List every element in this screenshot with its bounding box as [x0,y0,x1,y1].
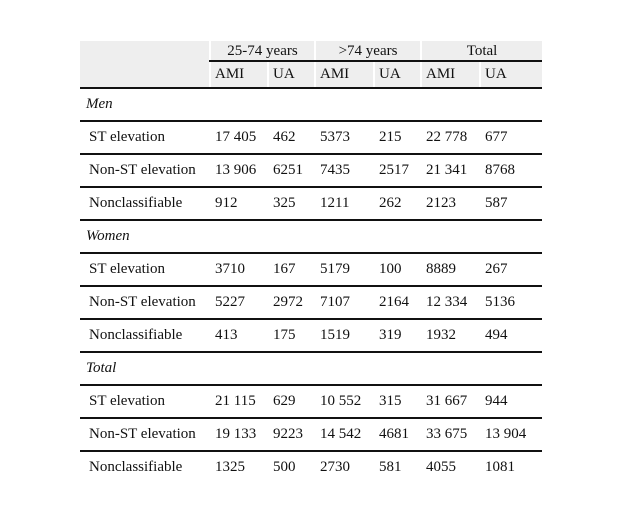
section-title: Total [80,352,542,385]
row-label: ST elevation [80,253,210,286]
table-cell: 315 [374,385,421,418]
header-corner [80,41,210,61]
table-cell: 262 [374,187,421,220]
subcol-header: UA [374,61,421,88]
row-label: Nonclassifiable [80,187,210,220]
table-row [80,319,542,352]
table-cell: 22 778 [421,121,480,154]
table-cell: 12 334 [421,286,480,319]
table-cell: 912 [210,187,268,220]
table-cell: 325 [268,187,315,220]
table-cell: 4055 [421,451,480,472]
table-cell: 31 667 [421,385,480,418]
table-cell: 100 [374,253,421,286]
group-header-over-74: >74 years [315,41,421,61]
table-cell: 5227 [210,286,268,319]
table-cell: 7107 [315,286,374,319]
table-cell: 10 552 [315,385,374,418]
table-cell: 629 [268,385,315,418]
table-cell: 581 [374,451,421,472]
table-header [80,41,542,88]
table-cell: 21 115 [210,385,268,418]
table-cell: 1519 [315,319,374,352]
table-cell: 7435 [315,154,374,187]
row-label: Non-ST elevation [80,286,210,319]
table-cell: 494 [480,319,542,352]
table-cell: 5179 [315,253,374,286]
table-row [80,121,542,154]
table-row [80,154,542,187]
subcol-header: AMI [315,61,374,88]
table-cell: 1211 [315,187,374,220]
table-cell: 21 341 [421,154,480,187]
table-cell: 500 [268,451,315,472]
table-cell: 267 [480,253,542,286]
table-cell: 14 542 [315,418,374,451]
table-row [80,418,542,451]
table-cell: 17 405 [210,121,268,154]
row-label: ST elevation [80,121,210,154]
table-cell: 33 675 [421,418,480,451]
table-cell: 2972 [268,286,315,319]
table-cell: 175 [268,319,315,352]
table-cell: 9223 [268,418,315,451]
table-cell: 13 904 [480,418,542,451]
table-cell: 4681 [374,418,421,451]
row-label: ST elevation [80,385,210,418]
table-cell: 13 906 [210,154,268,187]
table-cell: 2517 [374,154,421,187]
subcol-header: AMI [421,61,480,88]
table-row [80,253,542,286]
table-cell: 1325 [210,451,268,472]
table-cell: 1932 [421,319,480,352]
table-cell: 2164 [374,286,421,319]
section-row-women [80,220,542,253]
section-row-total [80,352,542,385]
row-label: Non-ST elevation [80,154,210,187]
table-cell: 319 [374,319,421,352]
table-row [80,187,542,220]
table-cell: 6251 [268,154,315,187]
table-cell: 5136 [480,286,542,319]
data-table [80,41,542,472]
table-row [80,286,542,319]
table-cell: 587 [480,187,542,220]
table-cell: 8889 [421,253,480,286]
section-title: Women [80,220,542,253]
group-header-total: Total [421,41,542,61]
subcol-header: AMI [210,61,268,88]
group-header-25-74: 25-74 years [210,41,315,61]
row-label: Nonclassifiable [80,319,210,352]
table-cell: 677 [480,121,542,154]
table-cell: 1081 [480,451,542,472]
table-cell: 413 [210,319,268,352]
table-row [80,385,542,418]
header-corner-lower [80,61,210,88]
table-body [80,88,542,472]
section-title: Men [80,88,542,121]
row-label: Non-ST elevation [80,418,210,451]
table-cell: 2123 [421,187,480,220]
table-cell: 5373 [315,121,374,154]
table-container [80,41,542,472]
table-cell: 19 133 [210,418,268,451]
table-cell: 3710 [210,253,268,286]
table-cell: 215 [374,121,421,154]
subcol-header: UA [268,61,315,88]
table-cell: 944 [480,385,542,418]
table-cell: 8768 [480,154,542,187]
table-cell: 2730 [315,451,374,472]
row-label: Nonclassifiable [80,451,210,472]
table-row [80,451,542,472]
table-cell: 462 [268,121,315,154]
section-row-men [80,88,542,121]
table-cell: 167 [268,253,315,286]
subcol-header: UA [480,61,542,88]
